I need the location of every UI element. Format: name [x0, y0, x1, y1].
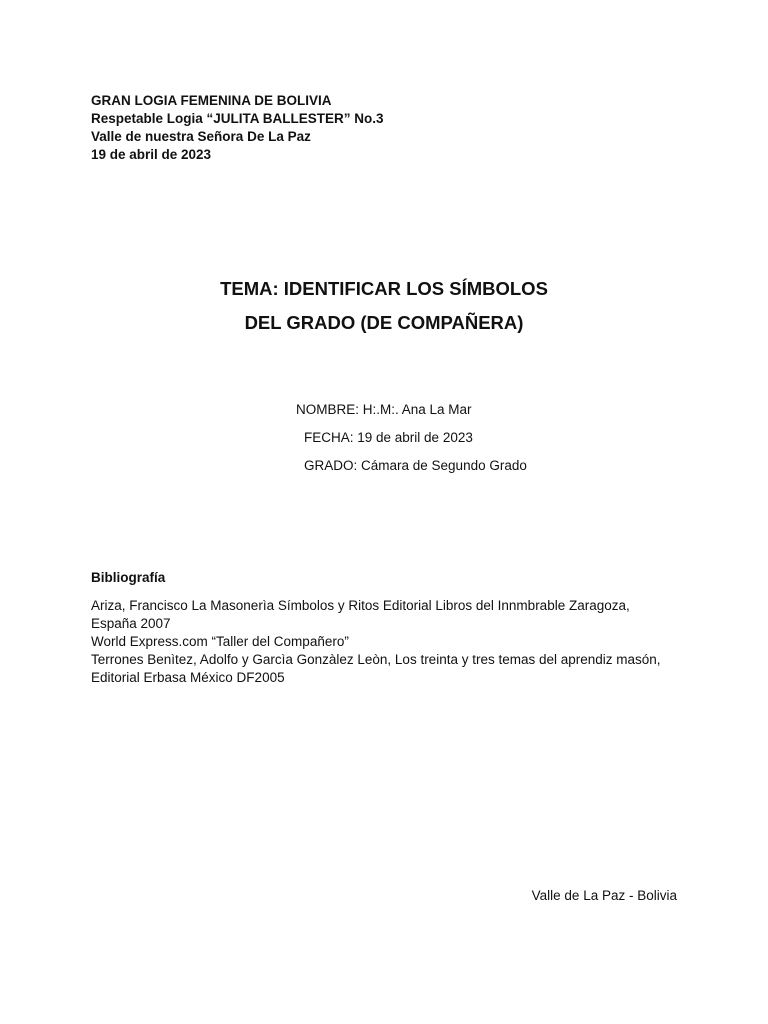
header-date: 19 de abril de 2023 — [91, 147, 212, 162]
lodge-subtitle: Respetable Logia “JULITA BALLESTER” No.3 — [91, 111, 384, 126]
bibliography-line: España 2007 — [91, 616, 171, 631]
bibliography-line: Terrones Benìtez, Adolfo y Garcìa Gonzàlez Leòn, Los treinta y tres temas del aprendiz masón, — [91, 652, 661, 667]
lodge-name: GRAN LOGIA FEMENINA DE BOLIVIA — [91, 93, 332, 108]
info-fecha: FECHA: 19 de abril de 2023 — [304, 430, 473, 445]
bibliography-line: Editorial Erbasa México DF2005 — [91, 670, 285, 685]
bibliography-heading: Bibliografía — [91, 570, 166, 585]
bibliography-line: Ariza, Francisco La Masonerìa Símbolos y Ritos Editorial Libros del Innmbrable Zaragoza, — [91, 598, 630, 613]
info-nombre: NOMBRE: H:.M:. Ana La Mar — [296, 402, 472, 417]
document-title — [0, 272, 768, 340]
title-line-2: DEL GRADO (DE COMPAÑERA) — [244, 312, 524, 333]
info-grado: GRADO: Cámara de Segundo Grado — [304, 458, 527, 473]
footer-place: Valle de La Paz - Bolivia — [531, 888, 677, 903]
lodge-valley: Valle de nuestra Señora De La Paz — [91, 129, 311, 144]
document-header — [91, 92, 384, 164]
bibliography-list — [91, 597, 711, 687]
bibliography-line: World Express.com “Taller del Compañero” — [91, 634, 349, 649]
title-line-1: TEMA: IDENTIFICAR LOS SÍMBOLOS — [220, 278, 548, 299]
